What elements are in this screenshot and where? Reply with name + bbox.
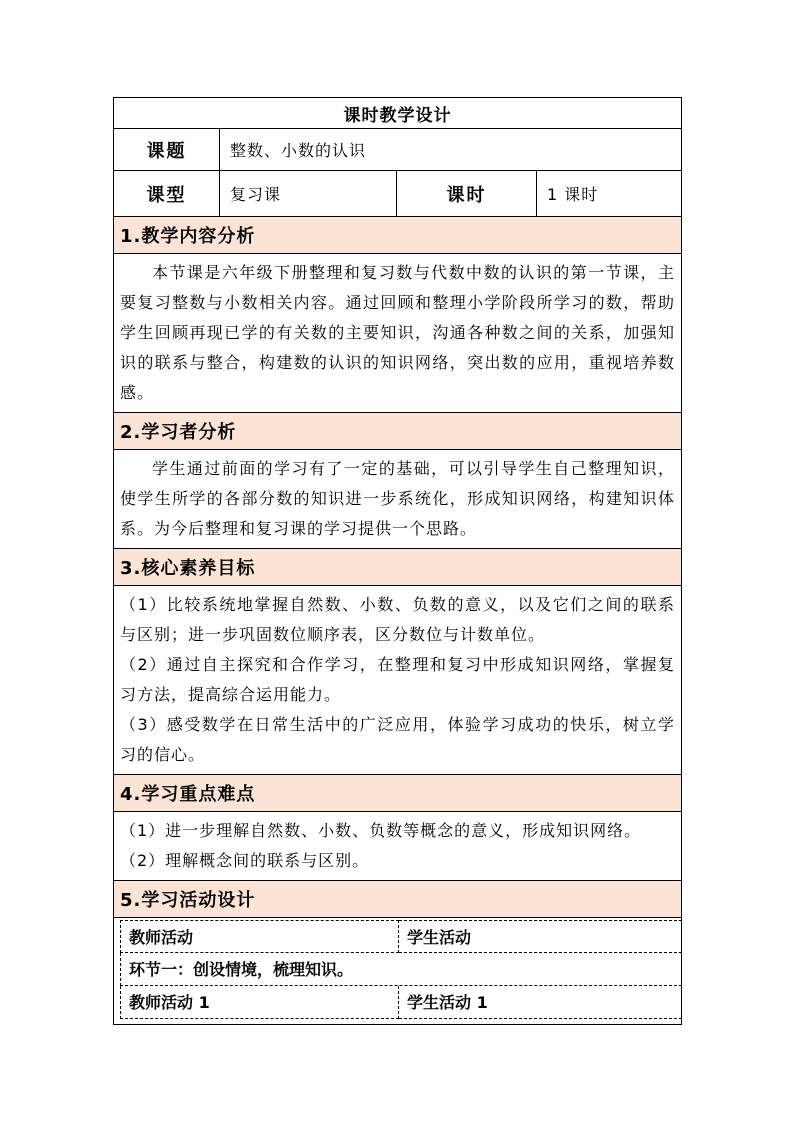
activity-one-row bbox=[120, 986, 688, 1019]
section-heading-learner-analysis: 2.学习者分析 bbox=[114, 413, 682, 450]
section-heading-core-goals: 3.核心素养目标 bbox=[114, 549, 682, 586]
activity-design-cell bbox=[114, 918, 682, 1025]
teacher-activity-header: 教师活动 bbox=[120, 920, 399, 953]
core-goal-item: （3）感受数学在日常生活中的广泛应用，体验学习成功的快乐，树立学习的信心。 bbox=[120, 715, 675, 764]
stage-one-row bbox=[120, 953, 688, 986]
content-analysis-text: 本节课是六年级下册整理和复习数与代数中数的认识的第一节课，主要复习整数与小数相关内容。通过回顾和整理小学阶段所学习的数，帮助学生回顾再现已学的有关数的主要知识，沟通各种数之间的关系，加强知识的联系与整合，构建数的认识的知识网络，突出数的应用，重视培养数感。 bbox=[120, 263, 675, 402]
period-value: 1 课时 bbox=[537, 171, 682, 217]
key-point-item: （2）理解概念间的联系与区别。 bbox=[120, 851, 370, 870]
lesson-plan-sheet bbox=[113, 97, 681, 1025]
activity-header-row bbox=[120, 920, 688, 953]
section-heading-activity-design: 5.学习活动设计 bbox=[114, 881, 682, 918]
period-label: 课时 bbox=[397, 171, 537, 217]
content-analysis-cell bbox=[114, 254, 682, 413]
topic-label: 课题 bbox=[114, 129, 220, 171]
teacher-activity-1: 教师活动 1 bbox=[120, 986, 399, 1019]
learner-analysis-cell bbox=[114, 450, 682, 549]
type-value: 复习课 bbox=[220, 171, 397, 217]
lesson-plan-table bbox=[113, 97, 682, 1025]
key-point-item: （1）进一步理解自然数、小数、负数等概念的意义，形成知识网络。 bbox=[120, 821, 642, 840]
topic-value: 整数、小数的认识 bbox=[220, 129, 682, 171]
section-heading-key-points: 4.学习重点难点 bbox=[114, 775, 682, 812]
type-label: 课型 bbox=[114, 171, 220, 217]
learner-analysis-text: 学生通过前面的学习有了一定的基础，可以引导学生自己整理知识，使学生所学的各部分数的知识进一步系统化，形成知识网络，构建知识体系。为今后整理和复习课的学习提供一个思路。 bbox=[120, 459, 675, 538]
stage-one-title: 环节一：创设情境，梳理知识。 bbox=[120, 953, 682, 986]
student-activity-1: 学生活动 1 bbox=[399, 986, 682, 1019]
section-heading-content-analysis: 1.教学内容分析 bbox=[114, 217, 682, 254]
key-points-cell bbox=[114, 812, 682, 881]
core-goal-item: （1）比较系统地掌握自然数、小数、负数的意义，以及它们之间的联系与区别；进一步巩固数位顺序表，区分数位与计数单位。 bbox=[120, 595, 675, 644]
document-title: 课时教学设计 bbox=[114, 98, 682, 129]
student-activity-header: 学生活动 bbox=[399, 920, 682, 953]
core-goals-cell bbox=[114, 586, 682, 775]
core-goal-item: （2）通过自主探究和合作学习，在整理和复习中形成知识网络，掌握复习方法，提高综合运用能力。 bbox=[120, 655, 675, 704]
